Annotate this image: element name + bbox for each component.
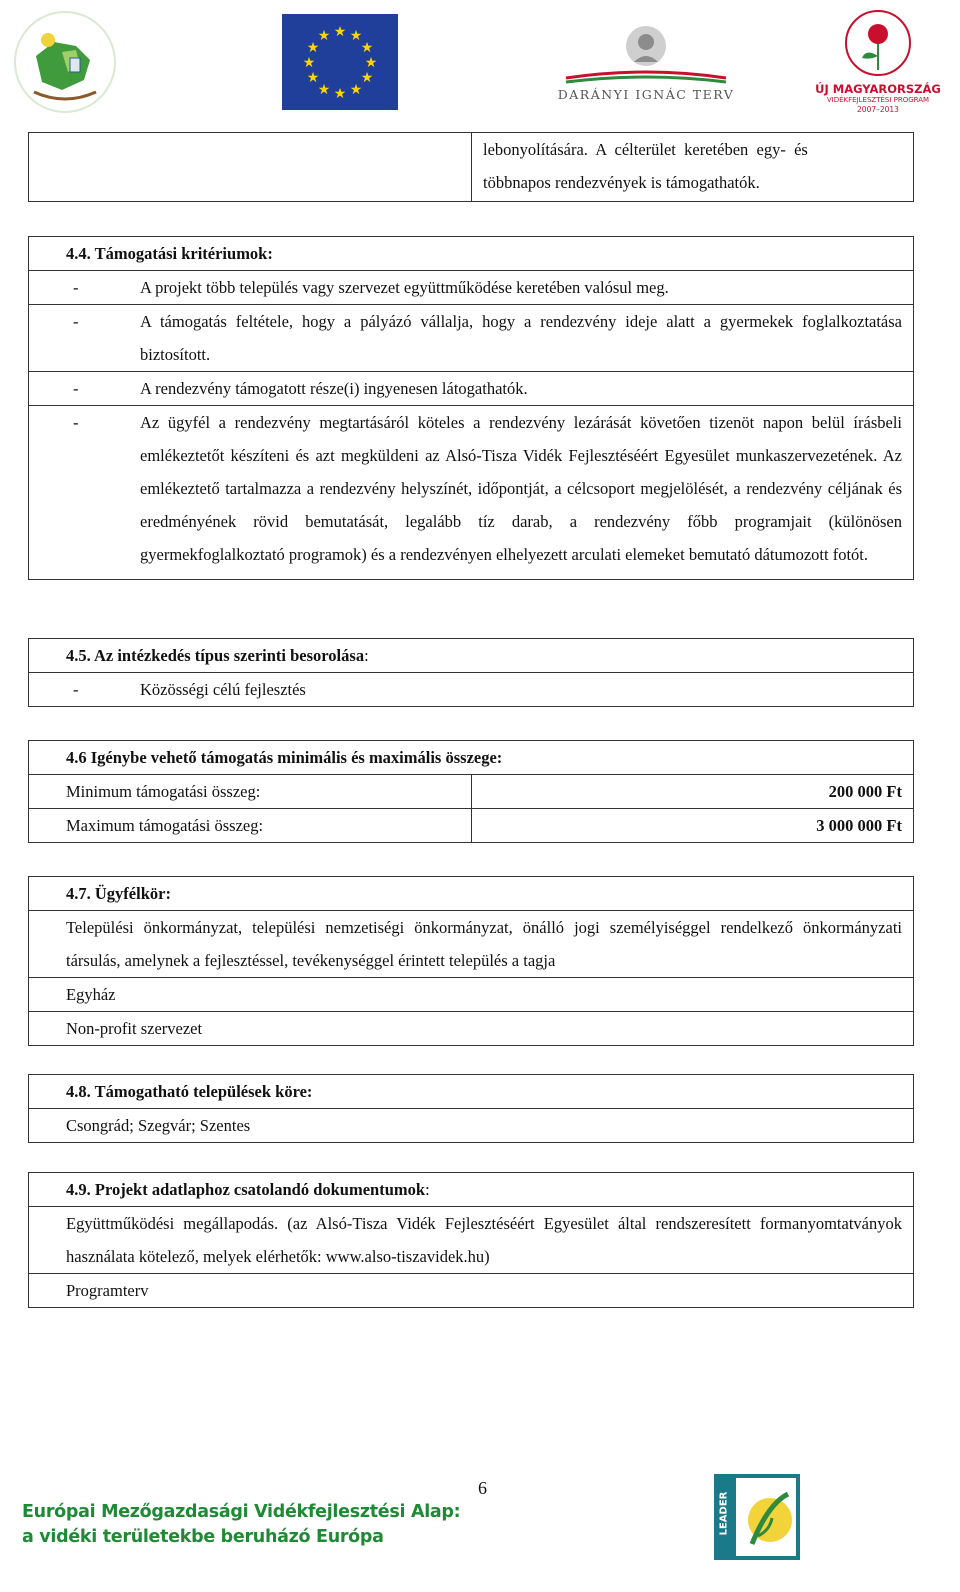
page-number: 6	[478, 1478, 487, 1498]
svg-text:★: ★	[360, 40, 374, 56]
section-4-6-title: 4.6 Igénybe vehető támogatás minimális és maximális összege:	[29, 741, 914, 775]
section-4-9	[28, 1172, 914, 1308]
section-4-8-title: 4.8. Támogatható települések köre:	[29, 1075, 914, 1109]
classification-item: - Közösségi célú fejlesztés	[29, 673, 914, 707]
svg-text:★: ★	[364, 55, 378, 71]
section-4-5	[28, 638, 914, 707]
criteria-item-text: A rendezvény támogatott része(i) ingyenesen látogathatók.	[140, 379, 528, 398]
leader-footer-logo	[714, 1474, 800, 1560]
intro-text-cell	[472, 133, 914, 202]
min-amount-value: 200 000 Ft	[471, 775, 914, 809]
criteria-item-text: A támogatás feltétele, hogy a pályázó vállalja, hogy a rendezvény ideje alatt a gyermekek foglalkoztatása biztosított.	[140, 312, 902, 364]
svg-text:★: ★	[306, 70, 320, 86]
svg-text:★: ★	[306, 40, 320, 56]
section-4-4-title: 4.4. Támogatási kritériumok:	[29, 237, 914, 271]
eligible-settlements: Csongrád; Szegvár; Szentes	[29, 1109, 914, 1143]
svg-text:★: ★	[302, 55, 316, 71]
leader-footer-label: LEADER	[718, 1491, 730, 1536]
intro-line-2: többnapos rendezvények is támogathatók.	[483, 173, 760, 192]
criteria-item-text: Az ügyfél a rendezvény megtartásáról köteles a rendezvény lezárását követően tizenöt napon belül írásbeli emlékeztetőt készíteni és azt megküldeni az Alsó-Tisza Vidék Fejlesztéséért Egyesület munkaszervezetének. Az emlékeztető tartalmazza a rendezvény helyszínét, időpontját, a célcsoport megjelölését, a rendezvény céljának és eredményének rövid bemutatását, legalább tíz darab, a rendezvény főbb programjait (különösen gyermekfoglalkoztató programok) és a rendezvényen elhelyezett arculati elemeket bemutató dátumozott fotót.	[140, 413, 902, 564]
section-4-5-title: 4.5. Az intézkedés típus szerinti besorolása	[66, 646, 365, 665]
intro-table	[28, 132, 914, 202]
criteria-item: - A rendezvény támogatott része(i) ingyenesen látogathatók.	[29, 372, 914, 406]
criteria-item: - A támogatás feltétele, hogy a pályázó vállalja, hogy a rendezvény ideje alatt a gyermekek foglalkoztatása biztosított.	[29, 305, 914, 372]
intro-empty-cell	[29, 133, 472, 202]
ujm-title: ÚJ MAGYARORSZÁG	[815, 82, 941, 96]
svg-text:★: ★	[317, 82, 331, 98]
section-4-5-title-cell	[29, 639, 914, 673]
classification-item-text: Közösségi célú fejlesztés	[140, 680, 306, 699]
section-4-7	[28, 876, 914, 1046]
section-4-6	[28, 740, 914, 843]
daranyi-logo-text: DARÁNYI IGNÁC TERV	[557, 87, 735, 102]
footer-line-2: a vidéki területekbe beruházó Európa	[22, 1527, 384, 1547]
section-4-5-title-suffix: :	[364, 646, 369, 665]
footer-line-1: Európai Mezőgazdasági Vidékfejlesztési Alap:	[22, 1502, 461, 1522]
criteria-item-text: A projekt több település vagy szervezet együttműködése keretében valósul meg.	[140, 278, 669, 297]
max-amount-value: 3 000 000 Ft	[471, 809, 914, 843]
criteria-item: - Az ügyfél a rendezvény megtartásáról köteles a rendezvény lezárását követően tizenöt napon belül írásbeli emlékeztetőt készíteni és azt megküldeni az Alsó-Tisza Vidék Fejlesztéséért Egyesület munkaszervezetének. Az emlékeztető tartalmazza a rendezvény helyszínét, időpontját, a célcsoport megjelölését, a rendezvény céljának és eredményének rövid bemutatását, legalább tíz darab, a rendezvény főbb programjait (különösen gyermekfoglalkoztató programok) és a rendezvényen elhelyezett arculati elemeket bemutató dátumozott fotót.	[29, 406, 914, 580]
ujm-subtitle: VIDÉKFEJLESZTÉSI PROGRAM	[826, 96, 930, 104]
eu-flag-logo	[282, 14, 398, 110]
section-4-9-title-cell	[29, 1173, 914, 1207]
criteria-item: - A projekt több település vagy szervezet együttműködése keretében valósul meg.	[29, 271, 914, 305]
leader-group-logo	[6, 6, 124, 118]
uj-magyarorszag-logo	[812, 8, 944, 120]
svg-text:★: ★	[317, 28, 331, 44]
svg-text:★: ★	[333, 24, 347, 40]
section-4-4	[28, 236, 914, 580]
daranyi-ignac-terv-logo	[556, 22, 736, 106]
svg-text:★: ★	[349, 28, 363, 44]
client-item: Non-profit szervezet	[29, 1012, 914, 1046]
section-4-8	[28, 1074, 914, 1143]
client-item: Települési önkormányzat, települési nemzetiségi önkormányzat, önálló jogi személyiséggel rendelkező önkormányzati társulás, amelynek a fejlesztéssel, tevékenységgel érintett település a tagja	[29, 911, 914, 978]
min-amount-label: Minimum támogatási összeg:	[29, 775, 472, 809]
svg-text:★: ★	[360, 70, 374, 86]
svg-text:★: ★	[333, 86, 347, 102]
client-item: Egyház	[29, 978, 914, 1012]
section-4-7-title: 4.7. Ügyfélkör:	[29, 877, 914, 911]
ujm-years: 2007–2013	[857, 105, 899, 114]
document-item: Programterv	[29, 1274, 914, 1308]
section-4-9-title: 4.9. Projekt adatlaphoz csatolandó dokumentumok	[66, 1180, 426, 1199]
svg-text:★: ★	[349, 82, 363, 98]
section-4-9-title-suffix: :	[425, 1180, 430, 1199]
footer-eafrd-text	[22, 1500, 460, 1550]
max-amount-label: Maximum támogatási összeg:	[29, 809, 472, 843]
document-item: Együttműködési megállapodás. (az Alsó-Tisza Vidék Fejlesztéséért Egyesület által rendszeresített formanyomtatványok használata kötelező, melyek elérhetők: www.also-tiszavidek.hu)	[29, 1207, 914, 1274]
intro-line-1: lebonyolítására. A célterület keretében egy- és	[483, 140, 808, 159]
